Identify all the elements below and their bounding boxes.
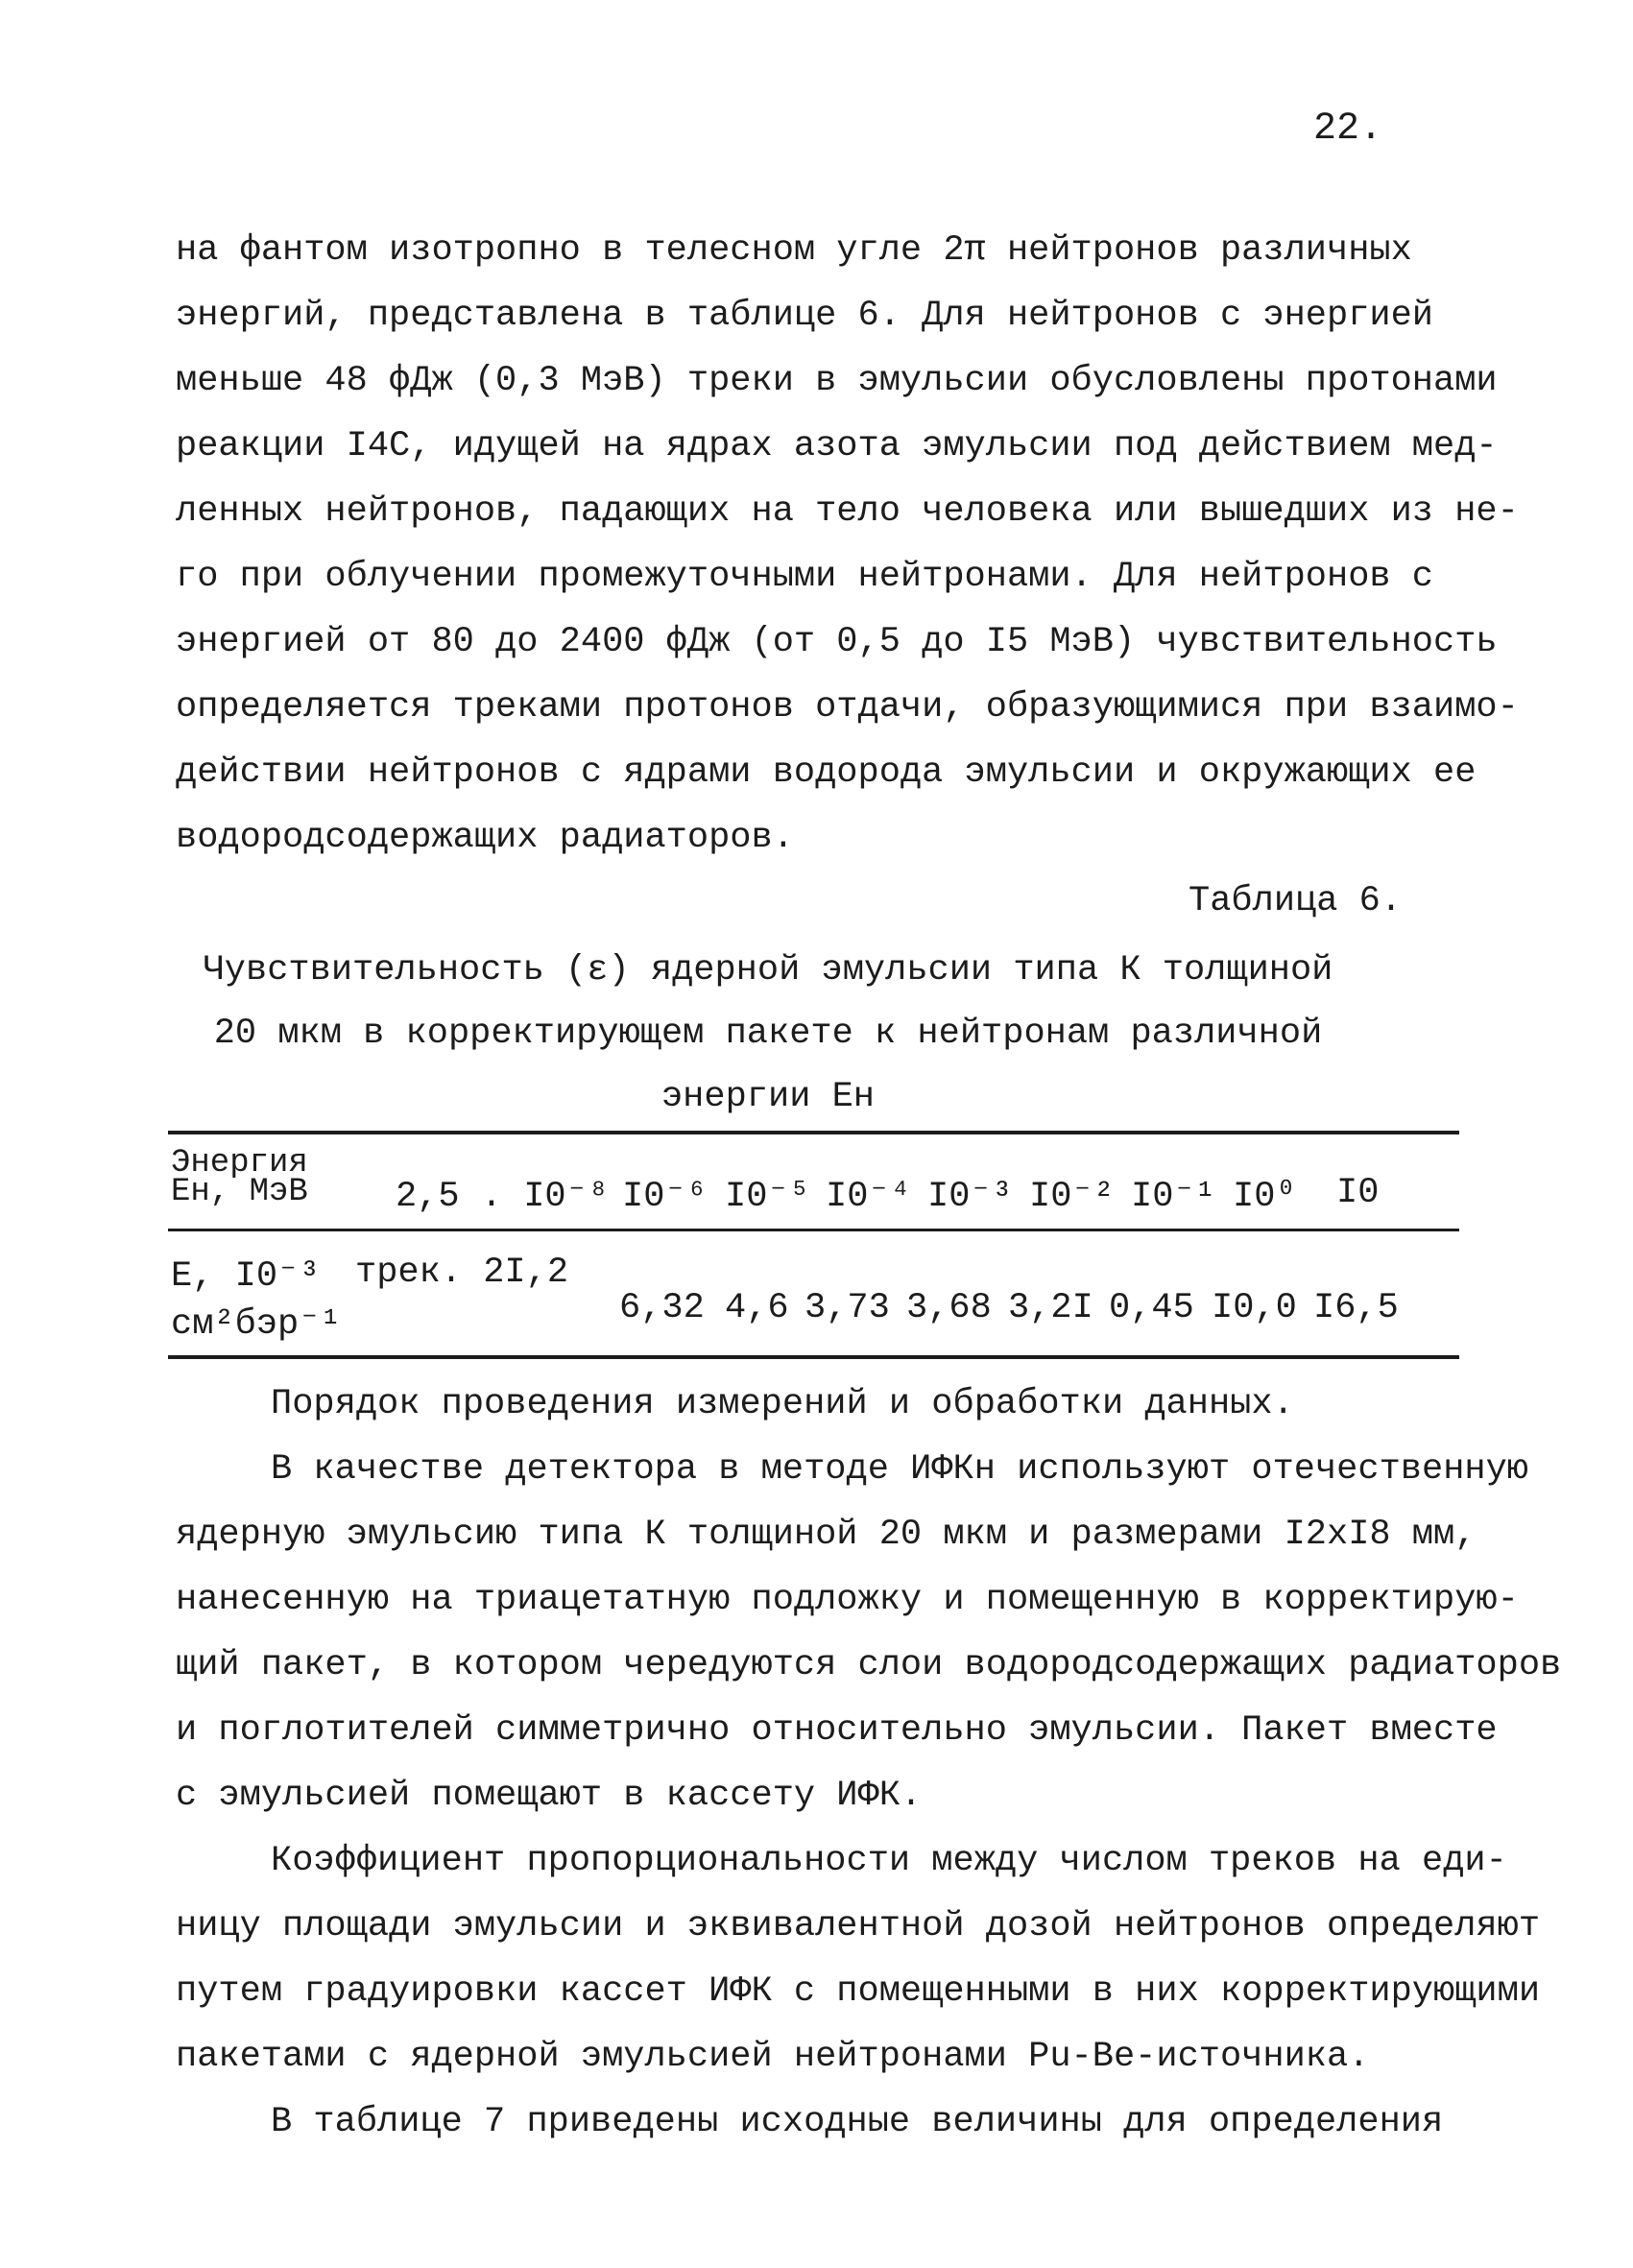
text-line: пакетами с ядерной эмульсией нейтронами Pu-Be-источника.: [176, 2037, 1370, 2077]
sensitivity-value: 0,45: [1109, 1288, 1194, 1328]
sensitivity-value: I6,5: [1313, 1288, 1399, 1328]
energy-value: I0: [1336, 1173, 1380, 1213]
text-line: энергией от 80 до 2400 фДж (от 0,5 до I5 МэВ) чувствительность: [176, 622, 1498, 662]
sensitivity-value: 3,68: [906, 1288, 992, 1328]
table-label: Таблица 6.: [1189, 881, 1403, 921]
table-top-rule: [168, 1131, 1459, 1134]
text-line: В таблице 7 приведены исходные величины для определения: [271, 2102, 1444, 2142]
header-label-line1: Энергия: [171, 1145, 308, 1182]
text-line: путем градуировки кассет ИФК с помещенными в них корректирующими: [176, 1971, 1541, 2012]
energy-value: I0⁰: [1233, 1177, 1297, 1217]
data-label-line1: E, I0⁻³: [171, 1256, 321, 1297]
text-line: водородсодержащих радиаторов.: [176, 818, 794, 858]
section-heading: Порядок проведения измерений и обработки данных.: [271, 1384, 1294, 1424]
header-label-line2: Eн, МэВ: [171, 1174, 308, 1210]
table-caption: [173, 939, 1363, 1129]
text-line: нанесенную на триацетатную подложку и помещенную в корректирую-: [176, 1580, 1519, 1620]
text-line: ядерную эмульсию типа К толщиной 20 мкм и размерами I2хI8 мм,: [176, 1515, 1477, 1555]
caption-line: энергии Eн: [660, 1077, 876, 1117]
text-line: ленных нейтронов, падающих на тело человека или вышедших из не-: [176, 491, 1519, 532]
energy-value: I0⁻²: [1029, 1177, 1115, 1217]
text-line: В качестве детектора в методе ИФКн используют отечественную: [271, 1449, 1529, 1490]
text-line: действии нейтронов с ядрами водорода эмульсии и окружающих ее: [176, 752, 1477, 793]
energy-value: I0⁻⁶: [622, 1177, 708, 1217]
energy-value: I0⁻⁵: [725, 1177, 810, 1217]
sensitivity-value: 6,32: [619, 1288, 705, 1328]
energy-value: I0⁻⁴: [826, 1177, 911, 1217]
text-line: на фантом изотропно в телесном угле 2π нейтронов различных: [176, 230, 1412, 271]
sensitivity-value: 3,73: [804, 1288, 890, 1328]
text-line: щий пакет, в котором чередуются слои водородсодержащих радиаторов: [176, 1645, 1562, 1685]
text-line: го при облучении промежуточными нейтронами. Для нейтронов с: [176, 557, 1434, 597]
text-line: меньше 48 фДж (0,3 МэВ) треки в эмульсии обусловлены протонами: [176, 361, 1498, 401]
caption-line: Чувствительность (ε) ядерной эмульсии типа К толщиной: [203, 950, 1333, 991]
text-line: энергий, представлена в таблице 6. Для нейтронов с энергией: [176, 296, 1434, 336]
text-line: реакции I4C, идущей на ядрах азота эмульсии под действием мед-: [176, 426, 1498, 466]
text-line: с эмульсией помещают в кассету ИФК.: [176, 1776, 923, 1816]
energy-value: I0⁻¹: [1131, 1177, 1216, 1217]
caption-line: 20 мкм в корректирующем пакете к нейтронам различной: [213, 1014, 1323, 1054]
page-number: 22.: [1313, 107, 1383, 151]
table-middle-rule: [168, 1229, 1459, 1231]
data-label-line2: см²бэр⁻¹: [171, 1304, 342, 1345]
energy-value: 2,5 . I0⁻⁸: [396, 1177, 610, 1217]
sensitivity-value: I0,0: [1212, 1288, 1297, 1328]
sensitivity-value: 3,2I: [1008, 1288, 1093, 1328]
text-line: определяется треками протонов отдачи, образующимися при взаимо-: [176, 687, 1519, 728]
sensitivity-value-first: трек. 2I,2: [355, 1253, 569, 1293]
text-line: и поглотителей симметрично относительно эмульсии. Пакет вместе: [176, 1710, 1498, 1751]
table-bottom-rule: [168, 1355, 1459, 1359]
energy-value: I0⁻³: [927, 1177, 1013, 1217]
text-line: ницу площади эмульсии и эквивалентной дозой нейтронов определяют: [176, 1906, 1541, 1946]
text-line: Коэффициент пропорциональности между числом треков на еди-: [271, 1841, 1507, 1881]
sensitivity-value: 4,6: [725, 1288, 789, 1328]
